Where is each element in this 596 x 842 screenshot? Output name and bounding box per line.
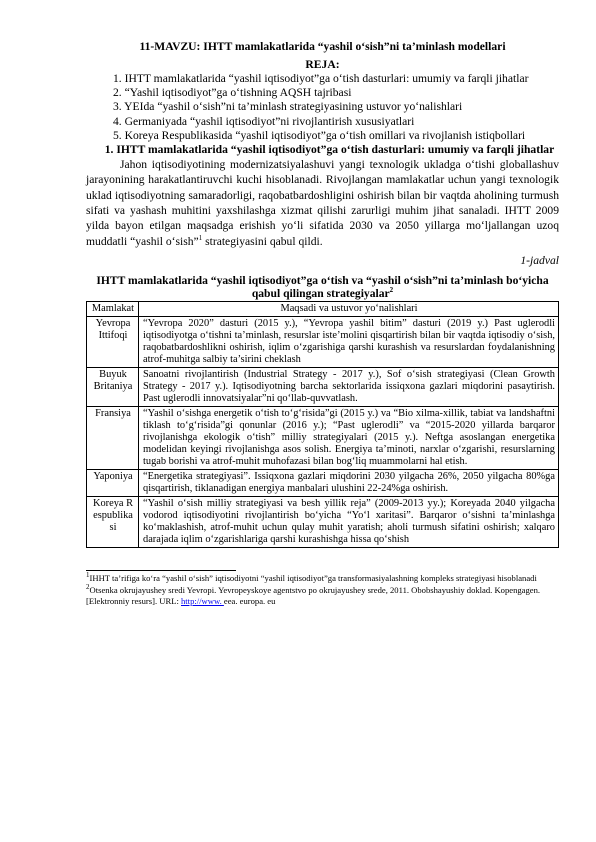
column-header-country: Mamlakat — [87, 301, 139, 316]
plan-item: 3. YEIda “yashil o‘sish”ni ta’minlash strategiyasining ustuvor yo‘nalishlari — [113, 100, 463, 114]
table-header-row — [87, 301, 559, 316]
goals-cell: Sanoatni rivojlantirish (Industrial Strategy - 2017 y.), Sof o‘sish strategiyasi (Clean Growth Strategy - 2017 y.). Iqtisodiyotning barcha sektorlarida issiqxona gazlari miqdorini pasaytirish. Past uglerodli innovatsiyalar”ni qo‘llab-quvvatlash. — [139, 367, 559, 406]
footnote-2 — [86, 585, 559, 606]
footnote-mark: 2 — [86, 583, 90, 592]
plan-list — [86, 72, 559, 143]
footnote-link[interactable]: http://www. — [181, 595, 224, 606]
country-cell: Fransiya — [87, 406, 139, 469]
plan-item: 4. Germaniyada “yashil iqtisodiyot”ni rivojlantirish xususiyatlari — [113, 114, 415, 128]
goals-cell: “Yashil o‘sishga energetik o‘tish to‘g‘risida”gi (2015 y.) va “Bio xilma-xillik, tabiat va landshaftni tiklash to‘g‘risida”gi qonunlar (2016 y.); “Past uglerodli” va “2015-2020 yillarda barqaror rivojlanishga ekologik o‘tish” milliy strategiyalari (2015 y.). Neftga asoslangan energetika modelidan keyingi rivojlanishga asos solish. Energiya ta’minoti, narxlar o‘zgarishi, resurslarning tugab borishi va atrof-muhit muhofazasi bilan bog‘liq muammolarni hal etish. — [139, 406, 559, 469]
goals-cell: “Yevropa 2020” dasturi (2015 y.), “Yevropa yashil bitim” dasturi (2019 y.) Past uglerodli iqtisodiyotga o‘tishni ta’minlash, resurslar iste’molini qisqartirish bilan bir vaqtda iqtisodiy o‘sish, raqobatbardoshlikni oshirish, iqlim o‘zgarishiga qarshi kurashish va resurslardan foydalanishning atrof-muhitga salbiy ta’sirini cheklash — [139, 316, 559, 367]
country-cell: Koreya Respublika si — [87, 496, 139, 547]
footnote-mark: 1 — [86, 570, 90, 579]
goals-cell: “Energetika strategiyasi”. Issiqxona gazlari miqdorini 2030 yilgacha 26%, 2050 yilgacha 80%ga qisqartirish, tiklanadigan energiya manbalari ulushini 22-24%ga oshirish. — [139, 469, 559, 496]
document-page — [86, 40, 559, 607]
table-title-text: IHTT mamlakatlarida “yashil iqtisodiyot”ga o‘tish va “yashil o‘sish”ni ta’minlash bo‘yicha qabul qilingan strategiyalar — [96, 273, 549, 300]
table-row — [87, 469, 559, 496]
table-title — [86, 274, 559, 300]
strategies-table — [86, 301, 559, 548]
table-row — [87, 496, 559, 547]
footnote-divider — [86, 570, 236, 571]
column-header-goals: Maqsadi va ustuvor yo‘nalishlari — [139, 301, 559, 316]
document-title: 11-MAVZU: IHTT mamlakatlarida “yashil o‘sish”ni ta’minlash modellari — [139, 40, 506, 53]
paragraph-text: Jahon iqtisodiyotining modernizatsiyalashuvi yangi texnologik ukladga o‘tishi globallashuv jarayonining harakatlantiruvchi kuchi hisoblanadi. Rivojlangan mamlakatlar uchun yangi texnologik uklad iqtisodiyotning samaradorligi, raqobatbardoshligini oshirish bilan bir vaqtda aholining turmush sifati va yashash muhitini yaxshilashga xizmat qilishi zarurligi muhim jihat sanaladi. IHTT 2009 yilda bayon etilgan maqsadga erishish yo‘li sifatida 2030 va 2050 yillarga mo‘ljallangan uzoq muddatli “yashil o‘sish” — [86, 158, 559, 248]
plan-heading: REJA: — [305, 58, 340, 71]
table-number: 1-jadval — [520, 253, 559, 267]
footnote-text: Otsenka okrujayushey sredi Yevropi. Yevropeyskoye agentstvo po okrujayushey srede, 2011. Obobshayushiy doklad. Kopengagen. [Elektronniy resurs]. URL: — [86, 585, 541, 606]
goals-cell: “Yashil o‘sish milliy strategiyasi va besh yillik reja” (2009-2013 yy.); Koreyada 2040 yilgacha vodorod iqtisodiyotini rivojlantirish bo‘yicha “Yo‘l xaritasi”. Barqaror o‘sishni ta’minlashga ko‘maklashish, atrof-muhit uchun qulay muhit yaratish; aholi turmush sifatini oshirish; xalqaro darajada iqlim o‘zgarishlariga qarshi kurashishga hissa qo‘shish — [139, 496, 559, 547]
section-heading: 1. IHTT mamlakatlarida “yashil iqtisodiyot”ga o‘tish dasturlari: umumiy va farqli jihatlar — [104, 143, 555, 157]
footnote-text: IHHT ta’rifiga ko‘ra “yashil o‘sish” iqtisodiyotni “yashil iqtisodiyot”ga transformasiyalashning kompleks strategiyasi hisoblanadi — [89, 572, 537, 583]
plan-item: 2. “Yashil iqtisodiyot”ga o‘tishning AQSH tajribasi — [113, 86, 352, 100]
body-paragraph — [86, 157, 559, 249]
plan-item: 1. IHTT mamlakatlarida “yashil iqtisodiyot”ga o‘tish dasturlari: umumiy va farqli jihatlar — [113, 72, 529, 85]
footnote-text-end: eea. europa. eu — [223, 595, 276, 606]
country-cell: Yaponiya — [87, 469, 139, 496]
country-cell: Yevropa Ittifoqi — [87, 316, 139, 367]
table-row — [87, 316, 559, 367]
footnote-1 — [86, 570, 559, 584]
country-cell: Buyuk Britaniya — [87, 367, 139, 406]
footnote-ref: 2 — [389, 285, 394, 294]
table-row — [87, 406, 559, 469]
paragraph-end: strategiyasini qabul qildi. — [202, 234, 323, 248]
table-row — [87, 367, 559, 406]
footnote-ref: 1 — [198, 233, 203, 242]
plan-item: 5. Koreya Respublikasida “yashil iqtisodiyot”ga o‘tish omillari va rivojlanish istiqbollari — [113, 128, 526, 142]
